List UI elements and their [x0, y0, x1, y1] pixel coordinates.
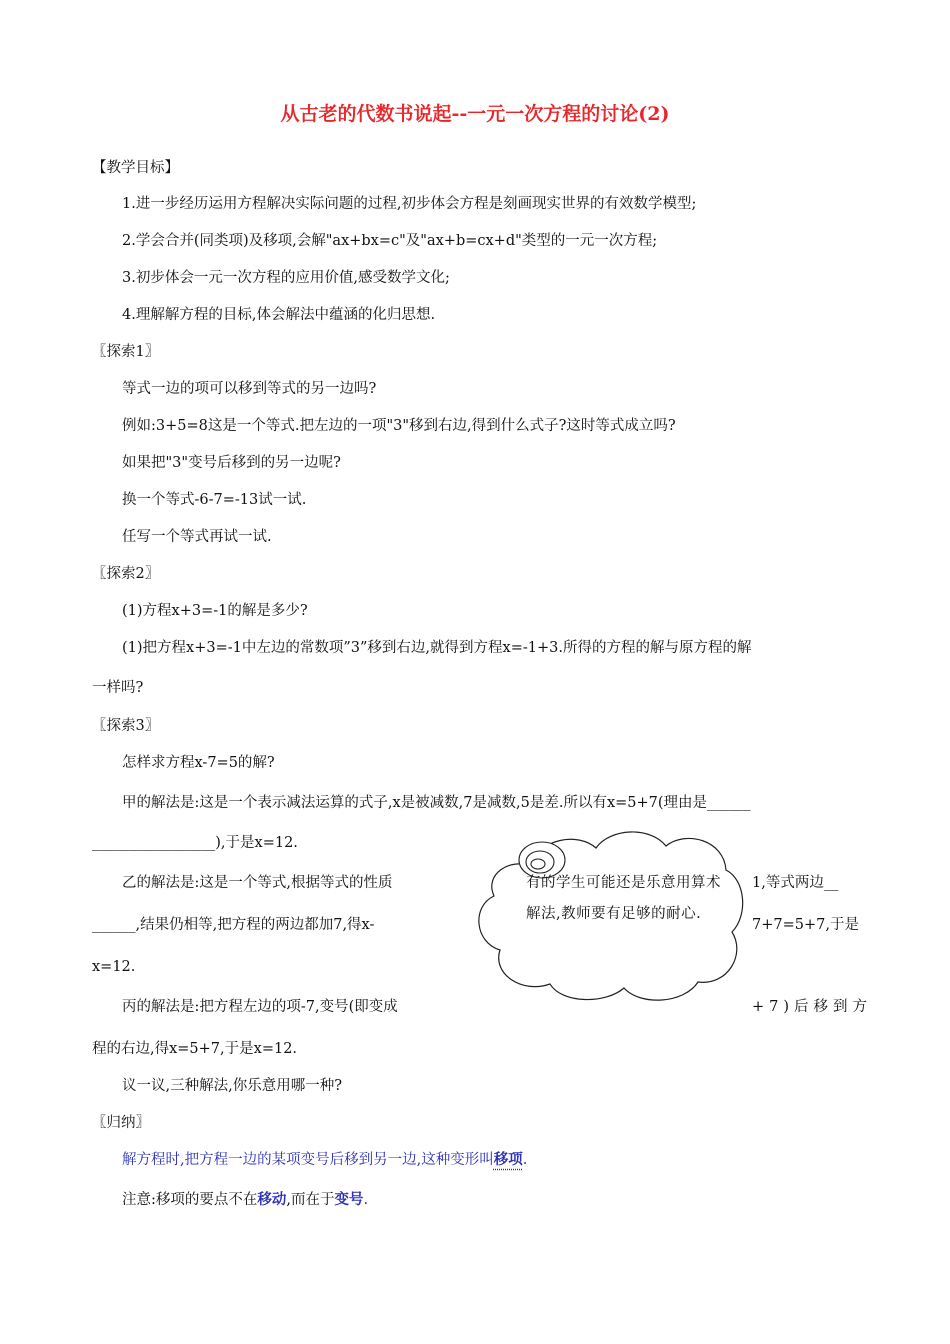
jia-solution: 甲的解法是:这是一个表示减法运算的式子,x是被减数,7是减数,5是差.所以有x=5+7(理由是______: [122, 795, 751, 811]
explore1-line: 换一个等式-6-7=-13试一试.: [122, 492, 307, 508]
objective-item: 1.进一步经历运用方程解决实际问题的过程,初步体会方程是刻画现实世界的有效数学模型;: [122, 196, 697, 212]
yi-solution-right: 1,等式两边__: [752, 875, 839, 891]
explore3-heading: 〖探索3〗: [92, 718, 160, 734]
yi-solution-left: ______,结果仍相等,把方程的两边都加7,得x-: [92, 917, 375, 933]
objective-item: 4.理解解方程的目标,体会解法中蕴涵的化归思想.: [122, 307, 436, 323]
summary-note-term: 变号: [334, 1191, 364, 1208]
summary-rule-term: 移项: [493, 1151, 523, 1168]
yi-solution-right: 7+7=5+7,于是: [752, 917, 859, 933]
summary-note: [122, 1190, 368, 1210]
bing-solution-cont: 程的右边,得x=5+7,于是x=12.: [92, 1041, 298, 1057]
bing-solution-right: +7)后移到方: [752, 999, 873, 1015]
explore3-question: 怎样求方程x-7=5的解?: [122, 755, 275, 771]
cloud-note: 有的学生可能还是乐意用算术解法,教师要有足够的耐心.: [526, 875, 721, 922]
summary-note-term: 移动: [257, 1191, 287, 1208]
objective-item: 3.初步体会一元一次方程的应用价值,感受数学文化;: [122, 270, 450, 286]
summary-rule: [122, 1150, 527, 1170]
objectives-heading: 【教学目标】: [92, 160, 179, 176]
explore2-question: (1)把方程x+3=-1中左边的常数项”3”移到右边,就得到方程x=-1+3.所得的方程的解与原方程的解: [122, 640, 752, 656]
yi-solution-left: 乙的解法是:这是一个等式,根据等式的性质: [122, 875, 393, 891]
explore1-line: 等式一边的项可以移到等式的另一边吗?: [122, 381, 377, 397]
explore1-line: 任写一个等式再试一试.: [122, 529, 272, 545]
explore2-heading: 〖探索2〗: [92, 566, 160, 582]
explore1-heading: 〖探索1〗: [92, 344, 160, 360]
bing-solution-left: 丙的解法是:把方程左边的项-7,变号(即变成: [122, 999, 398, 1015]
discussion-line: 议一议,三种解法,你乐意用哪一种?: [122, 1078, 342, 1094]
explore1-line: 例如:3+5=8这是一个等式.把左边的一项"3"移到右边,得到什么式子?这时等式成立吗?: [122, 418, 676, 434]
summary-rule-text: 解方程时,把方程一边的某项变号后移到另一边,这种变形叫: [122, 1152, 494, 1168]
page-title: 从古老的代数书说起--一元一次方程的讨论(2): [280, 103, 670, 125]
explore2-question: (1)方程x+3=-1的解是多少?: [122, 603, 308, 619]
explore2-question-cont: 一样吗?: [92, 680, 144, 696]
explore1-line: 如果把"3"变号后移到的另一边呢?: [122, 455, 341, 471]
summary-heading: 〖归纳〗: [92, 1115, 150, 1131]
summary-note-text: ,而在于: [286, 1192, 335, 1208]
summary-note-text: 注意:移项的要点不在: [122, 1192, 258, 1208]
yi-solution-cont: x=12.: [92, 959, 136, 975]
jia-solution-cont: _________________),于是x=12.: [92, 835, 298, 851]
summary-note-end: .: [363, 1192, 369, 1208]
objective-item: 2.学会合并(同类项)及移项,会解"ax+bx=c"及"ax+b=cx+d"类型的一元一次方程;: [122, 233, 658, 249]
summary-rule-end: .: [522, 1152, 528, 1168]
